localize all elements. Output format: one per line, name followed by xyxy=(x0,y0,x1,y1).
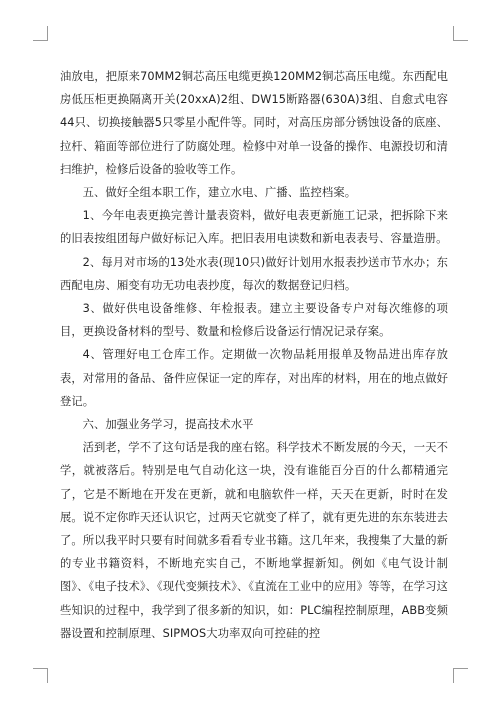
paragraph-item-2: 2、每月对市场的13处水表(现10只)做好计划用水报表抄送市节水办；东西配电房、厢变有功无功电表抄度，每次的数据登记归档。 xyxy=(60,255,448,292)
paragraph-item-4: 4、管理好电工仓库工作。定期做一次物品耗用报单及物品进出库存放表，对常用的备品、备件应保证一定的库存，对出库的材料，用在的地点做好登记。 xyxy=(60,348,448,408)
crop-mark-top-right xyxy=(453,26,468,41)
paragraph-maintenance-continued: 油放电，把原来70MM2铜芯高压电缆更换120MM2铜芯高压电缆。东西配电房低压柜更换隔离开关(20xxA)2组、DW15断路器(630A)3组、自愈式电容44只、切换接触器5只零星小配件等。同时，对高压房部分锈蚀设备的底座、拉杆、箱面等部位进行了防腐处理。检修中对单一设备的操作、电源投切和清扫维护，检修后设备的验收等工作。 xyxy=(60,70,448,176)
crop-mark-bottom-left xyxy=(33,668,48,683)
crop-mark-bottom-right xyxy=(453,668,468,683)
section-heading-archives: 五、做好全组本职工作，建立水电、广播、监控档案。 xyxy=(82,186,357,200)
crop-mark-top-left xyxy=(33,26,48,41)
paragraph-study-details: 活到老，学不了这句话是我的座右铭。科学技术不断发展的今天，一天不学，就被落后。特别是电气自动化这一块，没有谁能百分百的什么都精通完了，它是不断地在开发在更新，就和电脑软件一样，天天在更新，时时在发展。说不定你昨天还认识它，过两天它就变了样了，就有更先进的东东装进去了。所以我平时只要有时间就多看看专业书籍。这几年来，我搜集了大量的新的专业书籍资料，不断地充实自己，不断地掌握新知。例如《电气设计制图》、《电子技术》、《现代变频技术》、《直流在工业中的应用》等等，在学习这些知识的过程中，我学到了很多新的知识，如：PLC编程控制原理，ABB变频器设置和控制原理、SIPMOS大功率双向可控硅的控 xyxy=(60,441,448,640)
paragraph-item-3: 3、做好供电设备维修、年检报表。建立主要设备专户对每次维修的项目，更换设备材料的型号、数量和检修后设备运行情况记录存案。 xyxy=(60,302,448,339)
section-heading-study: 六、加强业务学习，提高技术水平 xyxy=(82,418,254,432)
document-body xyxy=(60,65,448,645)
paragraph-item-1: 1、今年电表更换完善计量表资料，做好电表更新施工记录，把拆除下来的旧表按组团每户做好标记入库。把旧表用电读数和新电表表号、容量造册。 xyxy=(60,209,448,246)
